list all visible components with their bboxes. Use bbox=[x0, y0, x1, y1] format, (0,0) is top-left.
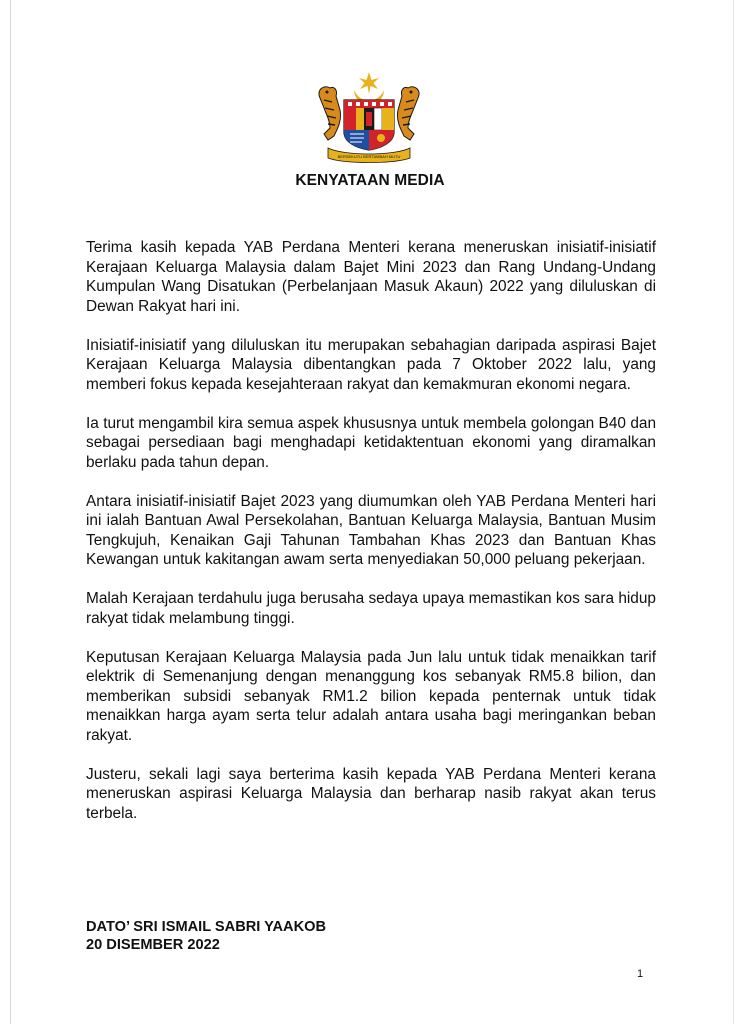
paragraph: Inisiatif-inisiatif yang diluluskan itu merupakan sebahagian daripada aspirasi Bajet Kerajaan Keluarga Malaysia dibentangkan pada 7 Oktober 2022 lalu, yang memberi fokus kepada kesejahteraan rakyat dan kemakmuran ekonomi negara. bbox=[86, 336, 656, 393]
paragraph: Terima kasih kepada YAB Perdana Menteri kerana meneruskan inisiatif-inisiatif Kerajaan Keluarga Malaysia dalam Bajet Mini 2023 dan Rang Undang-Undang Kumpulan Wang Disatukan (Perbelanjaan Masuk Akaun) 2022 yang diluluskan di Dewan Rakyat hari ini. bbox=[86, 239, 656, 315]
document-title: KENYATAAN MEDIA bbox=[295, 172, 445, 189]
paragraph: Ia turut mengambil kira semua aspek khususnya untuk membela golongan B40 dan sebagai persediaan bagi menghadapi ketidaktentuan ekonomi yang diramalkan berlaku pada tahun depan. bbox=[86, 414, 656, 471]
svg-text:BERSEKUTU BERTAMBAH MUTU: BERSEKUTU BERTAMBAH MUTU bbox=[337, 154, 401, 159]
page-number: 1 bbox=[636, 968, 644, 980]
paragraph: Malah Kerajaan terdahulu juga berusaha sedaya upaya memastikan kos sara hidup rakyat tidak melambung tinggi. bbox=[86, 590, 656, 627]
page-right-edge bbox=[733, 0, 734, 1024]
coat-of-arms-icon bbox=[314, 70, 424, 166]
paragraph: Antara inisiatif-inisiatif Bajet 2023 yang diumumkan oleh YAB Perdana Menteri hari ini ialah Bantuan Awal Persekolahan, Bantuan Keluarga Malaysia, Bantuan Musim Tengkujuh, Kenaikan Gaji Tahunan Tambahan Khas 2023 dan Bantuan Khas Kewangan untuk kakitangan awam serta menyediakan 50,000 peluang pekerjaan. bbox=[86, 492, 656, 568]
signoff-date: 20 DISEMBER 2022 bbox=[86, 937, 220, 953]
page-left-edge bbox=[10, 0, 11, 1024]
paragraph: Justeru, sekali lagi saya berterima kasih kepada YAB Perdana Menteri kerana meneruskan aspirasi Keluarga Malaysia dan berharap nasib rakyat akan terus terbela. bbox=[86, 765, 656, 822]
signatory-name: DATO’ SRI ISMAIL SABRI YAAKOB bbox=[86, 919, 327, 935]
paragraph: Keputusan Kerajaan Keluarga Malaysia pada Jun lalu untuk tidak menaikkan tarif elektrik di Semenanjung dengan menanggung kos sebanyak RM5.8 bilion, dan memberikan subsidi sebanyak RM1.2 bilion kepada penternak untuk tidak menaikkan harga ayam serta telur adalah antara usaha bagi meringankan beban rakyat. bbox=[86, 648, 656, 744]
signoff-block bbox=[86, 918, 486, 954]
document-body bbox=[86, 238, 656, 843]
